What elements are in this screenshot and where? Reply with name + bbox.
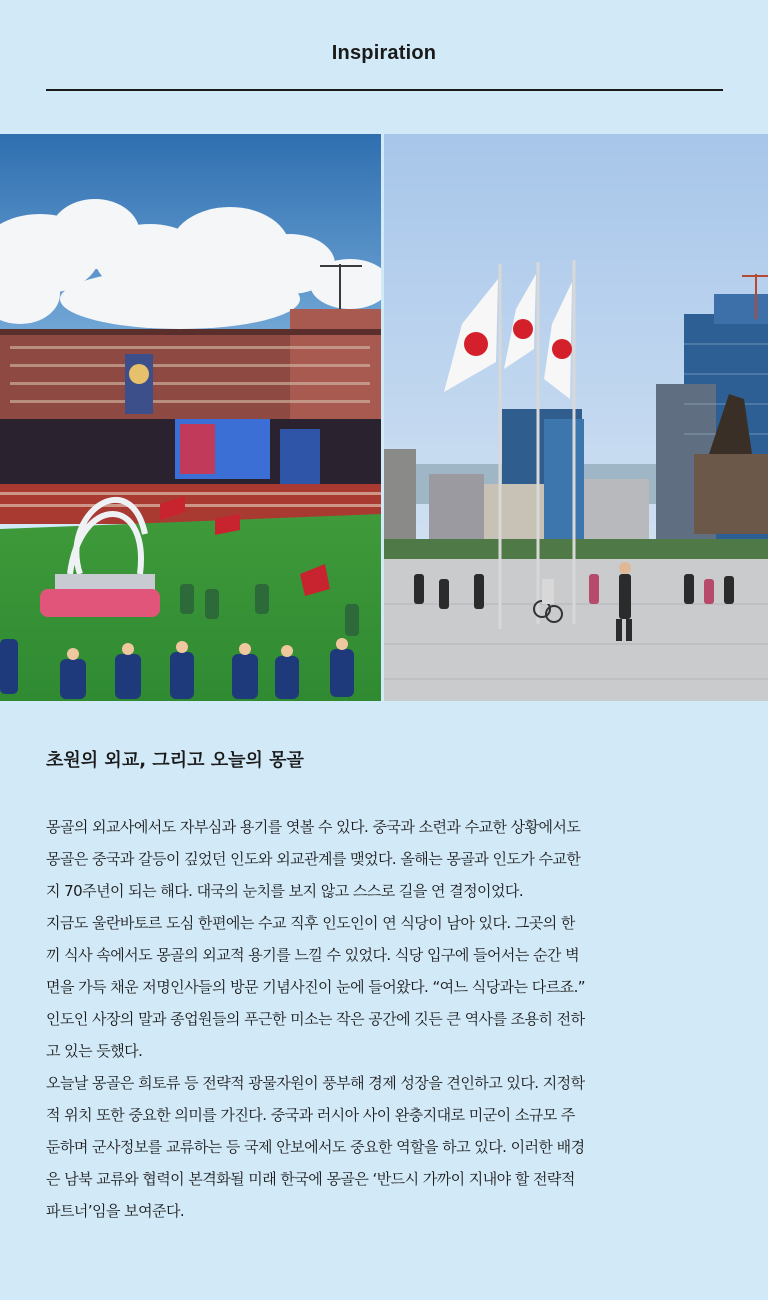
text-line: 면을 가득 채운 저명인사들의 방문 기념사진이 눈에 들어왔다. “여느 식당과는 다르죠.” bbox=[46, 978, 586, 996]
page-header bbox=[0, 0, 768, 92]
text-line: 고 있는 듯했다. bbox=[46, 1042, 143, 1060]
article-title: 초원의 외교, 그리고 오늘의 몽골 bbox=[46, 750, 304, 771]
text-line: 은 남북 교류와 협력이 본격화될 미래 한국에 몽골은 ‘반드시 가까이 지내야 할 전략적 bbox=[46, 1170, 575, 1188]
paragraph bbox=[46, 907, 726, 1067]
article-body bbox=[46, 811, 726, 1227]
text-line: 몽골의 외교사에서도 자부심과 용기를 엿볼 수 있다. 중국과 소련과 수교한 상황에서도 bbox=[46, 818, 581, 836]
text-line: 적 위치 또한 중요한 의미를 가진다. 중국과 러시아 사이 완충지대로 미군이 소규모 주 bbox=[46, 1106, 575, 1124]
festival-photo bbox=[0, 134, 381, 701]
text-line: 지금도 울란바토르 도심 한편에는 수교 직후 인도인이 연 식당이 남아 있다. 그곳의 한 bbox=[46, 914, 575, 932]
square-flags-photo bbox=[384, 134, 768, 701]
section-label: Inspiration bbox=[331, 42, 437, 64]
paragraph bbox=[46, 1067, 726, 1227]
text-line: 인도인 사장의 말과 종업원들의 푸근한 미소는 작은 공간에 깃든 큰 역사를 조용히 전하 bbox=[46, 1010, 585, 1028]
text-line: 지 70주년이 되는 해다. 대국의 눈치를 보지 않고 스스로 길을 연 결정이었다. bbox=[46, 882, 524, 900]
header-divider bbox=[46, 89, 723, 91]
paragraph bbox=[46, 811, 726, 907]
text-line: 몽골은 중국과 갈등이 깊었던 인도와 외교관계를 맺었다. 올해는 몽골과 인도가 수교한 bbox=[46, 850, 581, 868]
text-line: 둔하며 군사정보를 교류하는 등 국제 안보에서도 중요한 역할을 하고 있다. 이러한 배경 bbox=[46, 1138, 585, 1156]
text-line: 오늘날 몽골은 희토류 등 전략적 광물자원이 풍부해 경제 성장을 견인하고 있다. 지정학 bbox=[46, 1074, 585, 1092]
text-line: 파트너’임을 보여준다. bbox=[46, 1202, 185, 1220]
photo-pair bbox=[0, 134, 768, 701]
text-line: 끼 식사 속에서도 몽골의 외교적 용기를 느낄 수 있었다. 식당 입구에 들어서는 순간 벽 bbox=[46, 946, 580, 964]
